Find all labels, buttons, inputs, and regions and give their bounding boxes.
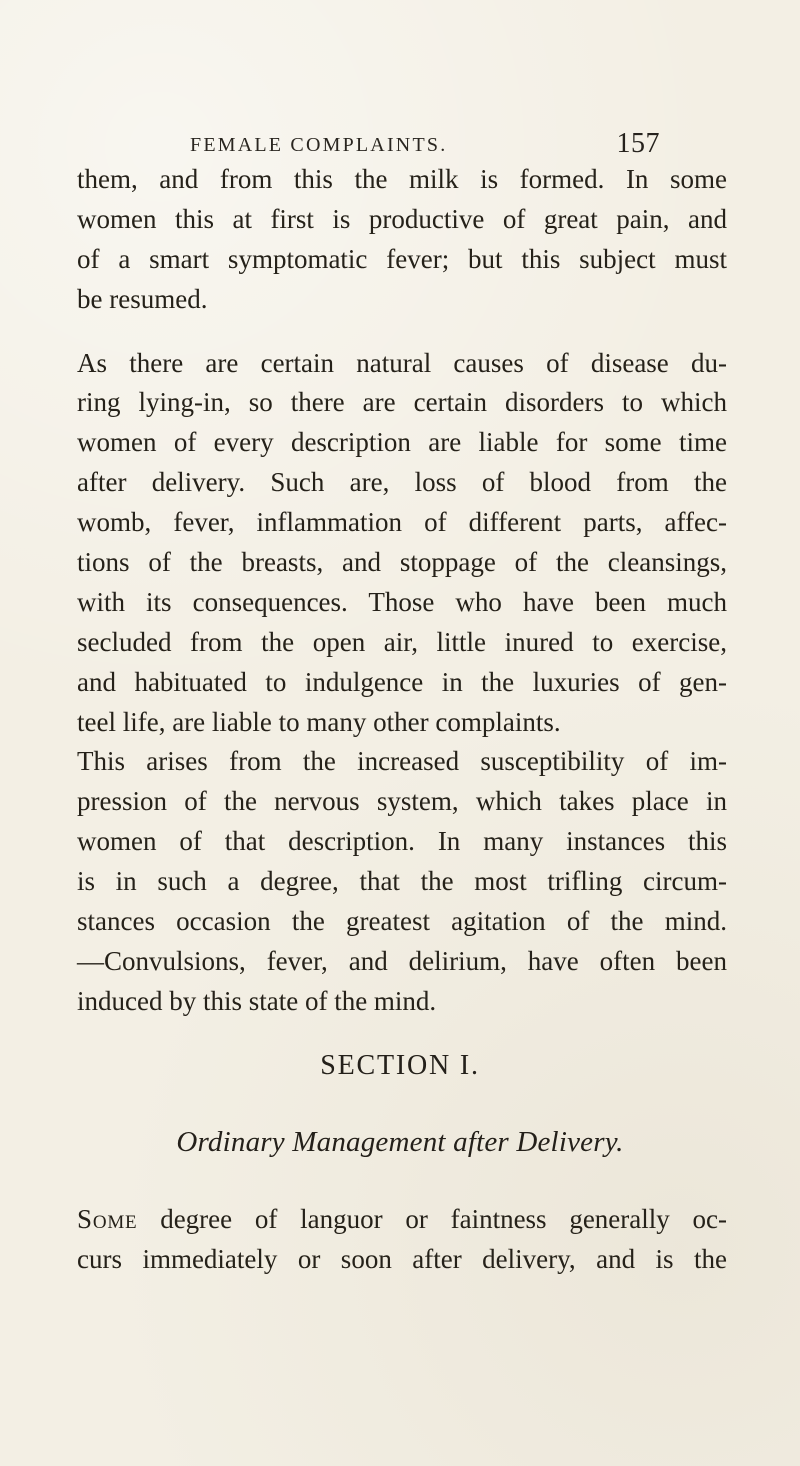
final-paragraph	[77, 1200, 727, 1280]
paragraph-2-line-2: ring lying-in, so there are certain disorders to which	[77, 387, 727, 418]
paragraph-2-line-13: women of that description. In many instances this	[77, 826, 727, 857]
paragraph-2-line-7: with its consequences. Those who have been much	[77, 586, 727, 617]
paragraph-1-line-1: them, and from this the milk is formed. In some	[77, 164, 727, 194]
running-head	[190, 128, 660, 162]
paragraph-2-line-4: after delivery. Such are, loss of blood from the	[77, 467, 727, 498]
final-paragraph-line-1-rest: degree of languor or faintness generally oc-	[137, 1204, 727, 1234]
paragraph-2-line-6: tions of the breasts, and stoppage of the cleansings,	[77, 547, 727, 578]
paragraph-2-line-15: stances occasion the greatest agitation of the mind.	[77, 906, 727, 937]
paragraph-2-line-1: As there are certain natural causes of disease du-	[77, 347, 727, 378]
page-number: 157	[616, 128, 660, 159]
paragraph-2-line-17: induced by this state of the mind.	[77, 985, 437, 1016]
paragraph-gap	[77, 320, 727, 344]
paragraph-2-line-14: is in such a degree, that the most trifling circum-	[77, 866, 727, 897]
paragraph-1-line-3: of a smart symptomatic fever; but this subject must	[77, 243, 727, 274]
running-title: FEMALE COMPLAINTS.	[190, 134, 448, 156]
paragraph-2-line-8: secluded from the open air, little inured to exercise,	[77, 626, 727, 657]
final-paragraph-line-2: curs immediately or soon after delivery, and is the	[77, 1243, 727, 1274]
paragraph-2-line-12: pression of the nervous system, which takes place in	[77, 786, 727, 817]
main-text	[77, 160, 727, 1022]
paragraph-2-line-3: women of every description are liable for some time	[77, 427, 727, 458]
section-heading: SECTION I.	[320, 1050, 480, 1081]
small-caps-lead-word: Some	[77, 1204, 138, 1234]
paragraph-1-line-2: women this at first is productive of great pain, and	[77, 203, 727, 234]
section-subtitle: Ordinary Management after Delivery.	[176, 1126, 624, 1158]
paragraph-2-line-5: womb, fever, inflammation of different parts, affec-	[77, 507, 727, 538]
paragraph-1-line-4: be resumed.	[77, 283, 208, 314]
paragraph-2-line-9: and habituated to indulgence in the luxuries of gen-	[77, 666, 727, 697]
paragraph-2-line-10: teel life, are liable to many other complaints.	[77, 706, 561, 737]
final-paragraph-line-1	[77, 1200, 727, 1240]
paragraph-2-line-11: This arises from the increased susceptibility of im-	[77, 746, 727, 777]
paragraph-2-line-16: —Convulsions, fever, and delirium, have often been	[77, 945, 727, 976]
